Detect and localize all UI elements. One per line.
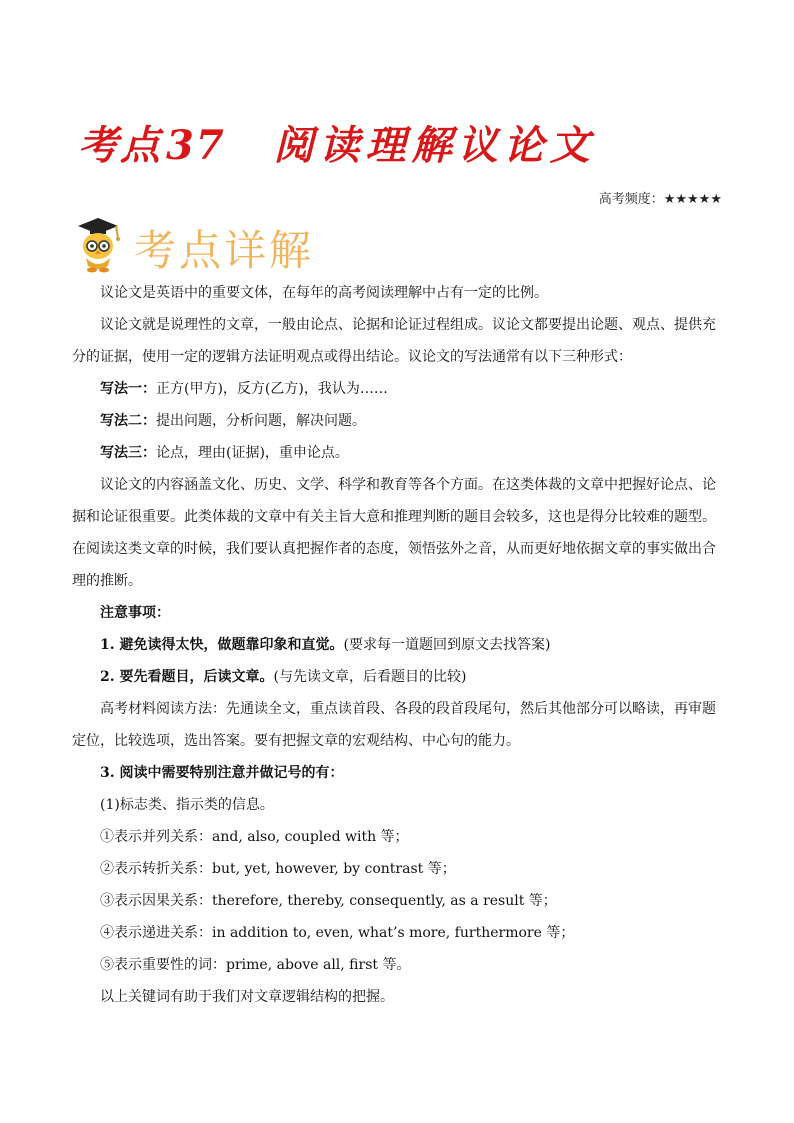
method-1-label: 写法一： — [100, 381, 156, 397]
method-1 — [72, 373, 722, 405]
scholar-mascot-icon — [72, 216, 132, 274]
method-2-text: 提出问题，分析问题，解决问题。 — [156, 413, 366, 429]
article-body — [72, 277, 722, 1013]
note-2 — [72, 661, 722, 693]
note-2-text: (与先读文章，后看题目的比较) — [273, 669, 467, 685]
method-2-label: 写法二： — [100, 413, 156, 429]
reading-method-paragraph: 高考材料阅读方法：先通读全文，重点读首段、各段的段首段尾句，然后其他部分可以略读，再审题定位，比较选项，选出答案。要有把握文章的宏观结构、中心句的能力。 — [72, 701, 716, 749]
method-3-text: 论点，理由(证据)，重申论点。 — [156, 445, 349, 461]
intro-paragraph: 议论文是英语中的重要文体，在每年的高考阅读理解中占有一定的比例。 — [100, 285, 548, 301]
note-3 — [72, 757, 722, 789]
notes-title-text: 注意事项： — [100, 605, 170, 621]
method-3 — [72, 437, 722, 469]
list-item: ④表示递进关系：in addition to, even, what’s more, furthermore 等； — [100, 925, 575, 941]
title-main: 阅读理解议论文 — [273, 122, 596, 169]
note-3-bold: 3. 阅读中需要特别注意并做记号的有： — [100, 765, 344, 781]
list-intro: (1)标志类、指示类的信息。 — [100, 797, 274, 813]
list-item: ③表示因果关系：therefore, thereby, consequently, as a result 等； — [100, 893, 557, 909]
method-1-text: 正方(甲方)，反方(乙方)，我认为…… — [156, 381, 388, 397]
definition-paragraph: 议论文就是说理性的文章，一般由论点、论据和论证过程组成。议论文都要提出论题、观点、提供充分的证据，使用一定的逻辑方法证明观点或得出结论。议论文的写法通常有以下三种形式： — [72, 317, 716, 365]
list-item: ①表示并列关系：and, also, coupled with 等； — [100, 829, 409, 845]
note-2-bold: 2. 要先看题目，后读文章。 — [100, 669, 274, 685]
list-item: ⑤表示重要性的词：prime, above all, first 等。 — [100, 957, 411, 973]
list-item: ②表示转折关系：but, yet, however, by contrast 等； — [100, 861, 456, 877]
section-title: 考点详解 — [134, 226, 315, 275]
note-1 — [72, 629, 722, 661]
title-number: 37 — [166, 122, 226, 169]
content-paragraph: 议论文的内容涵盖文化、历史、文学、科学和教育等各个方面。在这类体裁的文章中把握好论点、论据和论证很重要。此类体裁的文章中有关主旨大意和推理判断的题目会较多，这也是得分比较难的题型。在阅读这类文章的时候，我们要认真把握作者的态度，领悟弦外之音，从而更好地依据文章的事实做出合理的推断。 — [72, 477, 716, 589]
closing-paragraph: 以上关键词有助于我们对文章逻辑结构的把握。 — [100, 989, 394, 1005]
method-3-label: 写法三： — [100, 445, 156, 461]
frequency-stars: ★★★★★ — [663, 192, 722, 207]
page-title — [78, 114, 596, 171]
frequency-rating — [599, 188, 722, 207]
frequency-label: 高考频度： — [598, 192, 664, 207]
section-header — [72, 214, 372, 278]
method-2 — [72, 405, 722, 437]
note-1-text: (要求每一道题回到原文去找答案) — [343, 637, 551, 653]
notes-title — [72, 597, 722, 629]
note-1-bold: 1. 避免读得太快，做题靠印象和直觉。 — [100, 637, 344, 653]
title-prefix: 考点 — [78, 122, 162, 169]
